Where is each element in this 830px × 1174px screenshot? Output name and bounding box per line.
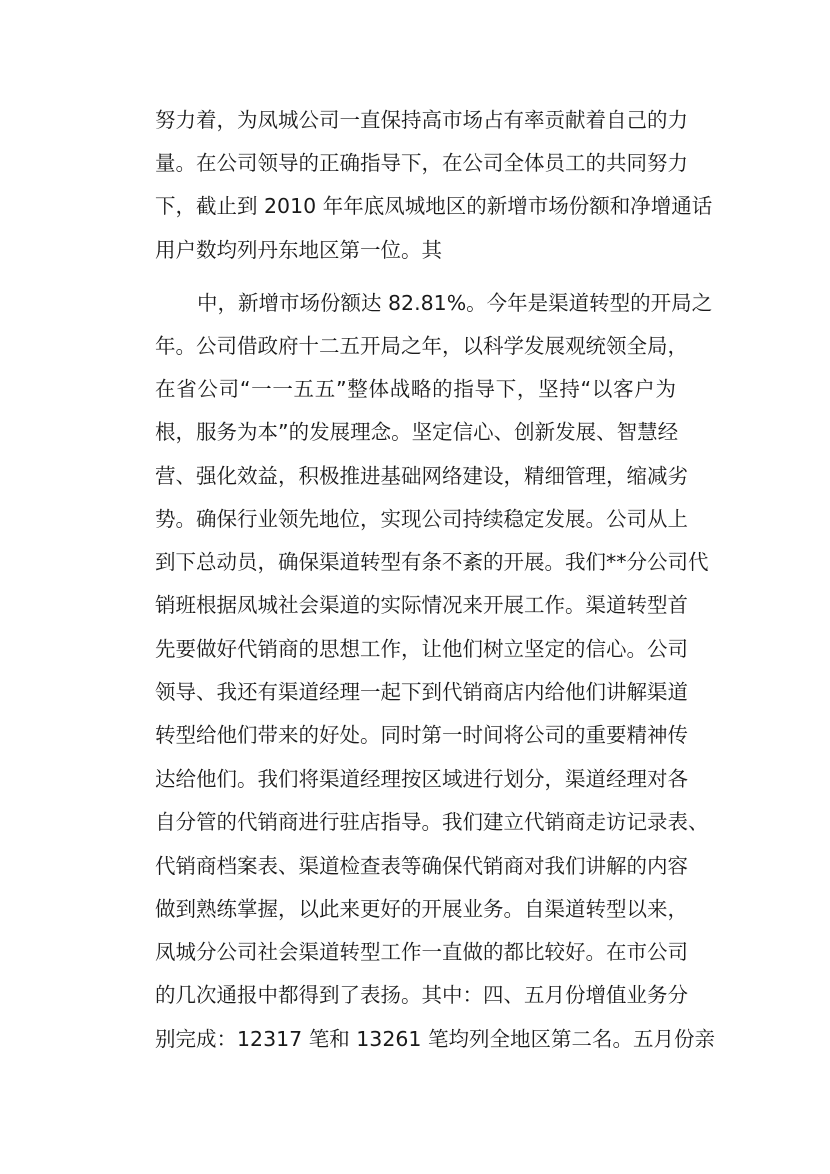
text-line: 领导、我还有渠道经理一起下到代销商店内给他们讲解渠道 — [155, 680, 688, 704]
text-line: 用户数均列丹东地区第一位。其 — [155, 238, 442, 262]
text-line: 别完成：12317 笔和 13261 笔均列全地区第二名。五月份亲 — [155, 1027, 715, 1051]
text-line: 在省公司“一一五五”整体战略的指导下，坚持“以客户为 — [155, 377, 676, 401]
text-line: 代销商档案表、渠道检查表等确保代销商对我们讲解的内容 — [155, 854, 688, 878]
text-line: 努力着，为凤城公司一直保持高市场占有率贡献着自己的力 — [155, 108, 688, 132]
text-line: 做到熟练掌握，以此来更好的开展业务。自渠道转型以来， — [155, 897, 688, 921]
text-line: 达给他们。我们将渠道经理按区域进行划分，渠道经理对各 — [155, 767, 688, 791]
text-line: 先要做好代销商的思想工作，让他们树立坚定的信心。公司 — [155, 637, 688, 661]
text-line: 年。公司借政府十二五开局之年，以科学发展观统领全局， — [155, 334, 688, 358]
text-line: 凤城分公司社会渠道转型工作一直做的都比较好。在市公司 — [155, 940, 688, 964]
text-line: 自分管的代销商进行驻店指导。我们建立代销商走访记录表、 — [155, 810, 709, 834]
text-line: 量。在公司领导的正确指导下，在公司全体员工的共同努力 — [155, 151, 688, 175]
text-line: 势。确保行业领先地位，实现公司持续稳定发展。公司从上 — [155, 507, 688, 531]
text-line: 销班根据凤城社会渠道的实际情况来开展工作。渠道转型首 — [155, 593, 688, 617]
text-line: 转型给他们带来的好处。同时第一时间将公司的重要精神传 — [155, 723, 688, 747]
text-line: 的几次通报中都得到了表扬。其中：四、五月份增值业务分 — [155, 983, 688, 1007]
text-line: 中，新增市场份额达 82.81%。今年是渠道转型的开局之 — [197, 291, 713, 315]
text-line: 到下总动员，确保渠道转型有条不紊的开展。我们**分公司代 — [155, 550, 709, 574]
text-line: 下，截止到 2010 年年底凤城地区的新增市场份额和净增通话 — [155, 194, 713, 218]
text-line: 根，服务为本”的发展理念。坚定信心、创新发展、智慧经 — [155, 420, 679, 444]
text-line: 营、强化效益，积极推进基础网络建设，精细管理，缩减劣 — [155, 464, 688, 488]
